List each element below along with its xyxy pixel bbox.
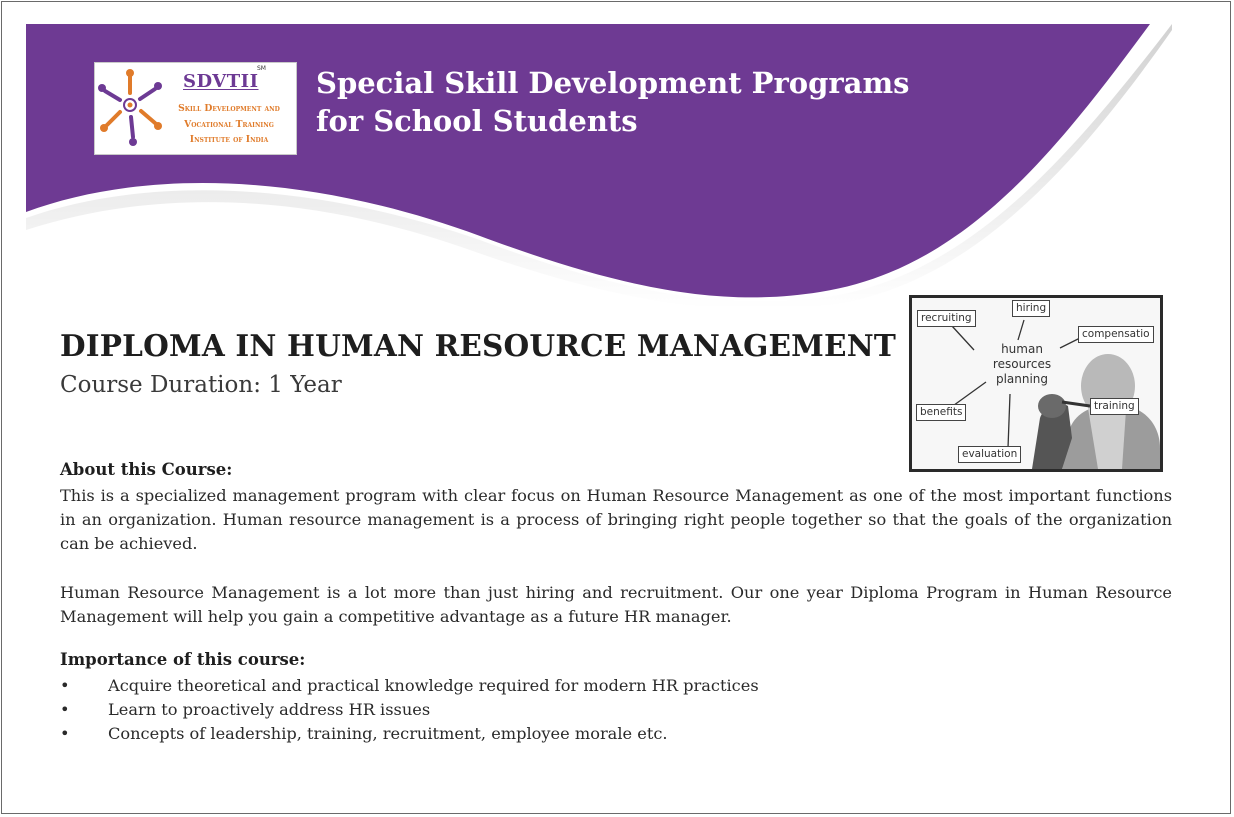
bullet: • — [60, 700, 70, 719]
tagline-line: for School Students — [316, 104, 638, 138]
course-duration: Course Duration: 1 Year — [60, 372, 342, 398]
recruiting-label: recruiting — [917, 310, 976, 327]
center-line: human — [1001, 342, 1043, 356]
bullet: • — [60, 724, 70, 743]
evaluation-label: evaluation — [958, 446, 1021, 463]
tagline-line: Special Skill Development Programs — [316, 66, 910, 100]
training-label: training — [1090, 398, 1139, 415]
hiring-label: hiring — [1012, 300, 1050, 317]
bullet: • — [60, 676, 70, 695]
logo-subtitle-line: Institute of India — [189, 134, 269, 145]
about-paragraph: Human Resource Management is a lot more than just hiring and recruitment. Our one year Diploma Program in Human Resource Management will help you gain a competitive advantage as a future HR manager. — [60, 583, 1172, 626]
list-item-text: Concepts of leadership, training, recruitment, employee morale etc. — [108, 724, 668, 743]
logo-subtitle-line: Skill Development and — [178, 103, 280, 114]
about-heading: About this Course: — [60, 460, 233, 479]
service-mark: SM — [257, 65, 266, 72]
center-line: resources — [992, 357, 1052, 371]
page-border — [1, 1, 1231, 814]
course-title: DIPLOMA IN HUMAN RESOURCE MANAGEMENT — [60, 328, 897, 363]
importance-heading: Importance of this course: — [60, 650, 306, 669]
benefits-label: benefits — [916, 404, 966, 421]
logo-name: SDVTII — [183, 71, 259, 92]
logo-subtitle-line: Vocational Training — [184, 118, 274, 130]
list-item-text: Learn to proactively address HR issues — [108, 700, 431, 719]
list-item-text: Acquire theoretical and practical knowledge required for modern HR practices — [108, 676, 759, 695]
about-paragraph: This is a specialized management program with clear focus on Human Resource Management as one of the most important functions in an organization. Human resource management is a process of bringing right people together so that the goals of the organization can be achieved. — [60, 486, 1172, 553]
compensation-label: compensatio — [1078, 326, 1154, 343]
center-line: planning — [995, 372, 1049, 386]
